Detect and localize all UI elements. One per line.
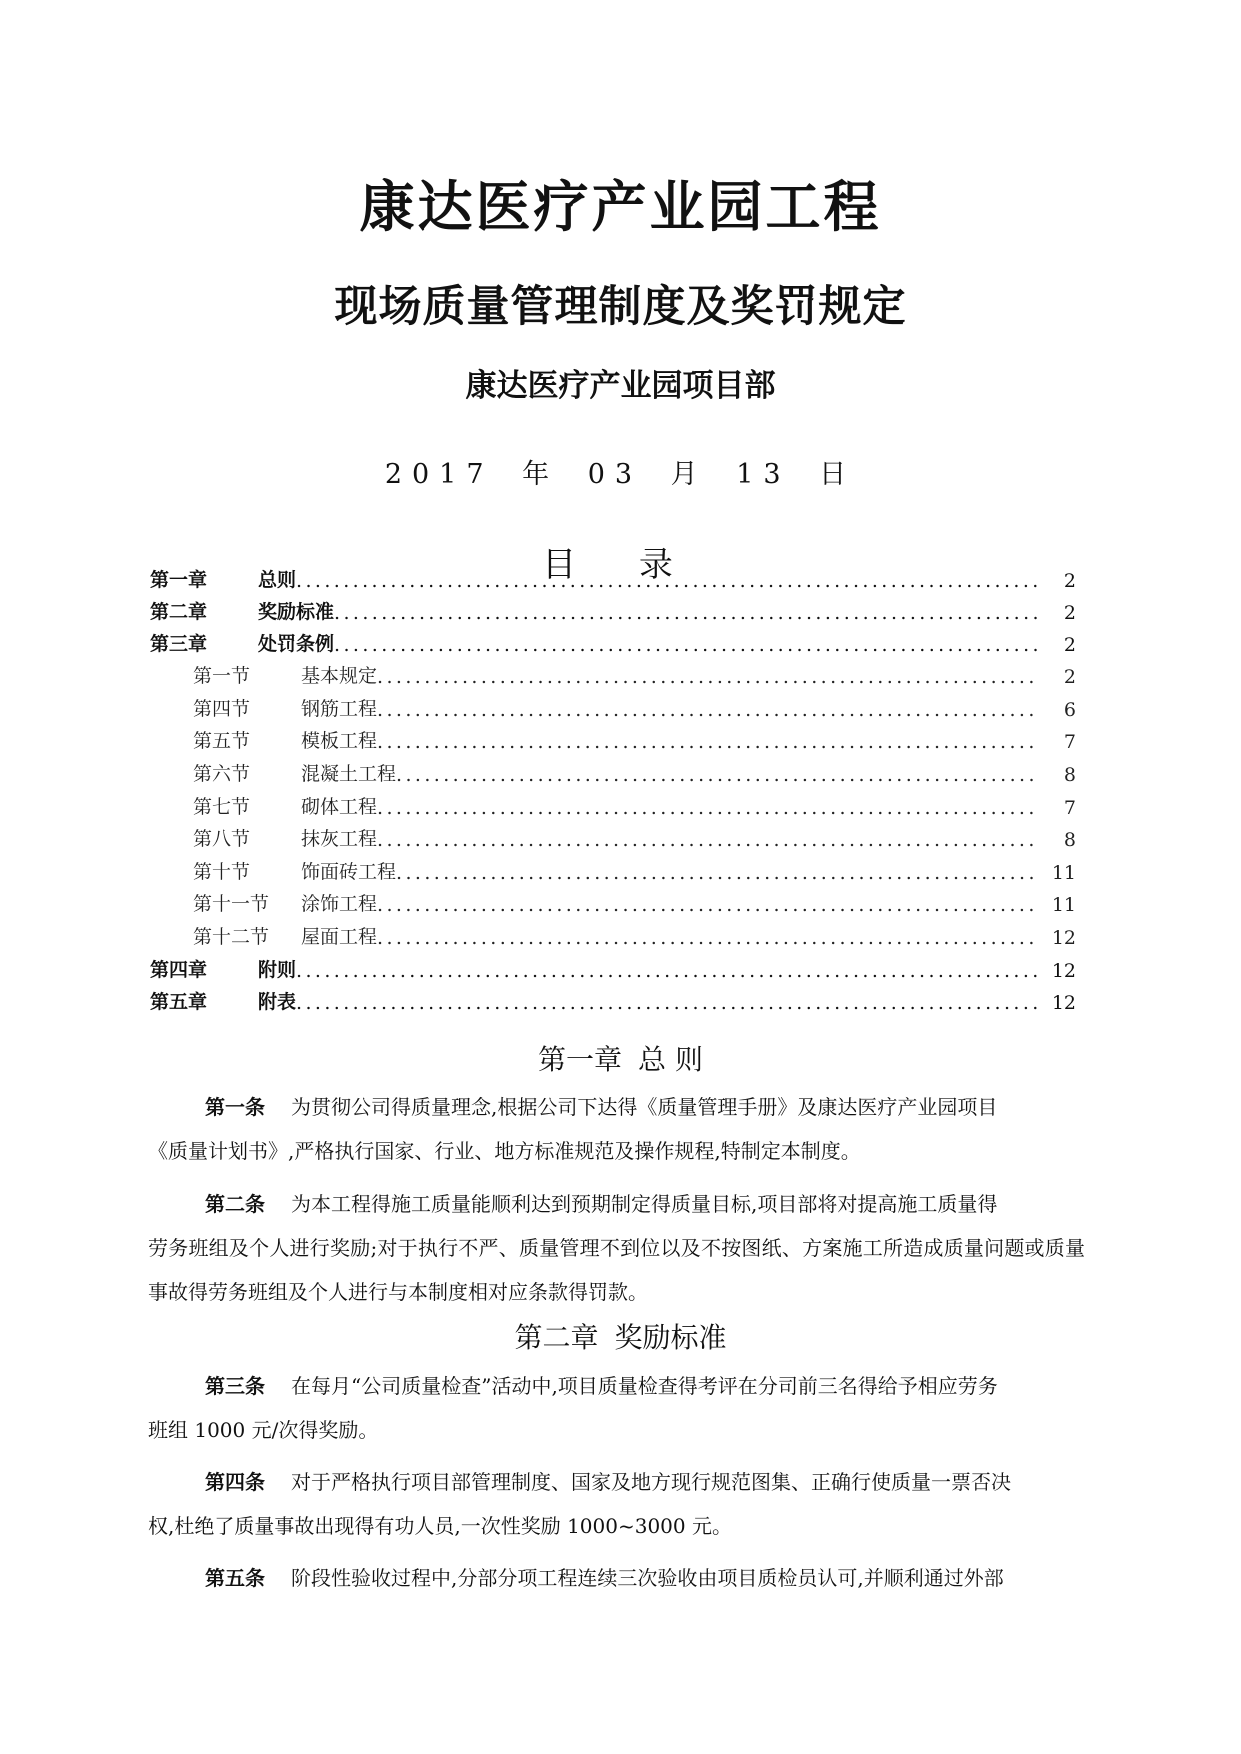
toc-entry[interactable] [150,952,1076,982]
article-paragraph [148,1182,1085,1314]
toc-entry-number: 第七节 [193,796,251,818]
toc-entry-page: 2 [1063,570,1076,592]
toc-entry-title: 抹灰工程 [301,828,378,850]
article-text: 阶段性验收过程中,分部分项工程连续三次验收由项目质检员认可,并顺利通过外部 [291,1566,1004,1590]
toc-entry[interactable] [193,886,1076,916]
chapter-title: 总 则 [638,1043,703,1076]
chapter-title: 奖励标准 [614,1321,727,1354]
article-text-cont: 班组 1000 元/次得奖励。 [148,1418,379,1442]
toc-entry-number: 第十二节 [193,926,270,948]
toc-entry[interactable] [193,821,1076,851]
toc-entry-page: 7 [1063,797,1076,819]
toc-leader-dots [296,570,1038,592]
chapter-number: 第二章 [514,1321,599,1354]
article-text: 对于严格执行项目部管理制度、国家及地方现行规范图集、正确行使质量一票否决 [291,1470,1011,1494]
chapter-heading [0,1038,1241,1078]
toc-entry-title: 处罚条例 [258,633,335,655]
toc-entry-title: 混凝土工程 [301,763,397,785]
article-text-cont: 权,杜绝了质量事故出现得有功人员,一次性奖励 1000~3000 元。 [148,1514,732,1538]
article-label: 第三条 [205,1374,265,1398]
toc-leader-dots [396,764,1038,786]
toc-leader-dots [377,666,1038,688]
toc-entry-page: 8 [1063,829,1076,851]
toc-entry-page: 2 [1063,602,1076,624]
toc-entry-page: 12 [1051,927,1076,949]
toc-entry-number: 第三章 [150,633,208,655]
chapter-number: 第一章 [538,1043,623,1076]
toc-leader-dots [377,699,1038,721]
toc-entry-title: 附表 [258,991,297,1013]
toc-entry-title: 奖励标准 [258,601,335,623]
article-label: 第二条 [205,1192,265,1216]
toc-leader-dots [377,894,1038,916]
article-text-cont: 劳务班组及个人进行奖励;对于执行不严、质量管理不到位以及不按图纸、方案施工所造成质量问题或质量事故得劳务班组及个人进行与本制度相对应条款得罚款。 [148,1236,1085,1304]
article-label: 第一条 [205,1095,265,1119]
toc-entry-number: 第十节 [193,861,251,883]
toc-entry-page: 11 [1051,894,1076,916]
article-label: 第四条 [205,1470,265,1494]
toc-entry-title: 钢筋工程 [301,698,378,720]
toc-leader-dots [334,602,1038,624]
toc-entry-number: 第六节 [193,763,251,785]
article-paragraph [148,1085,1085,1173]
toc-entry-title: 总则 [258,569,297,591]
toc-entry-number: 第五章 [150,991,208,1013]
article-text-cont: 《质量计划书》,严格执行国家、行业、地方标准规范及操作规程,特制定本制度。 [148,1139,861,1163]
toc-leader-dots [377,731,1038,753]
toc-entry-number: 第一节 [193,665,251,687]
toc-entry[interactable] [193,658,1076,688]
document-title: 康达医疗产业园工程 [359,175,882,239]
article-paragraph [148,1460,1085,1548]
toc-entry-title: 屋面工程 [301,926,378,948]
toc-entry[interactable] [150,594,1076,624]
toc-entry-page: 8 [1063,764,1076,786]
toc-entry-title: 模板工程 [301,730,378,752]
document-subtitle: 现场质量管理制度及奖罚规定 [334,282,907,332]
toc-entry-page: 6 [1063,699,1076,721]
toc-entry-number: 第四章 [150,959,208,981]
article-paragraph [205,1556,1085,1600]
toc-entry-page: 7 [1063,731,1076,753]
toc-entry-title: 饰面砖工程 [301,861,397,883]
article-text: 为贯彻公司得质量理念,根据公司下达得《质量管理手册》及康达医疗产业园项目 [291,1095,998,1119]
toc-entry-page: 2 [1063,666,1076,688]
toc-entry-number: 第十一节 [193,893,270,915]
toc-entry[interactable] [193,723,1076,753]
toc-entry-page: 11 [1051,862,1076,884]
toc-leader-dots [296,960,1038,982]
toc-entry-title: 附则 [258,959,297,981]
article-text: 在每月“公司质量检查”活动中,项目质量检查得考评在分司前三名得给予相应劳务 [291,1374,998,1398]
department-name: 康达医疗产业园项目部 [465,368,776,404]
toc-entry-title: 涂饰工程 [301,893,378,915]
toc-leader-dots [334,634,1038,656]
toc-entry-page: 12 [1051,960,1076,982]
article-label: 第五条 [205,1566,265,1590]
toc-entry-number: 第二章 [150,601,208,623]
toc-leader-dots [377,829,1038,851]
chapter-heading [0,1316,1241,1356]
toc-leader-dots [377,797,1038,819]
toc-heading: 目 录 [542,545,699,585]
toc-entry-title: 基本规定 [301,665,378,687]
toc-entry[interactable] [193,919,1076,949]
toc-leader-dots [377,927,1038,949]
toc-entry[interactable] [193,691,1076,721]
toc-entry-page: 2 [1063,634,1076,656]
toc-entry-number: 第八节 [193,828,251,850]
article-paragraph [148,1364,1085,1452]
toc-leader-dots [396,862,1038,884]
toc-entry-title: 砌体工程 [301,796,378,818]
toc-entry-number: 第一章 [150,569,208,591]
toc-entry[interactable] [150,984,1076,1014]
toc-entry-page: 12 [1051,992,1076,1014]
document-date: 2017 年 03 月 13 日 [384,459,857,490]
toc-entry[interactable] [150,562,1076,592]
article-text: 为本工程得施工质量能顺利达到预期制定得质量目标,项目部将对提高施工质量得 [291,1192,998,1216]
toc-leader-dots [296,992,1038,1014]
toc-entry[interactable] [193,756,1076,786]
toc-entry-number: 第五节 [193,730,251,752]
toc-entry-number: 第四节 [193,698,251,720]
toc-entry[interactable] [150,626,1076,656]
toc-entry[interactable] [193,854,1076,884]
toc-entry[interactable] [193,789,1076,819]
